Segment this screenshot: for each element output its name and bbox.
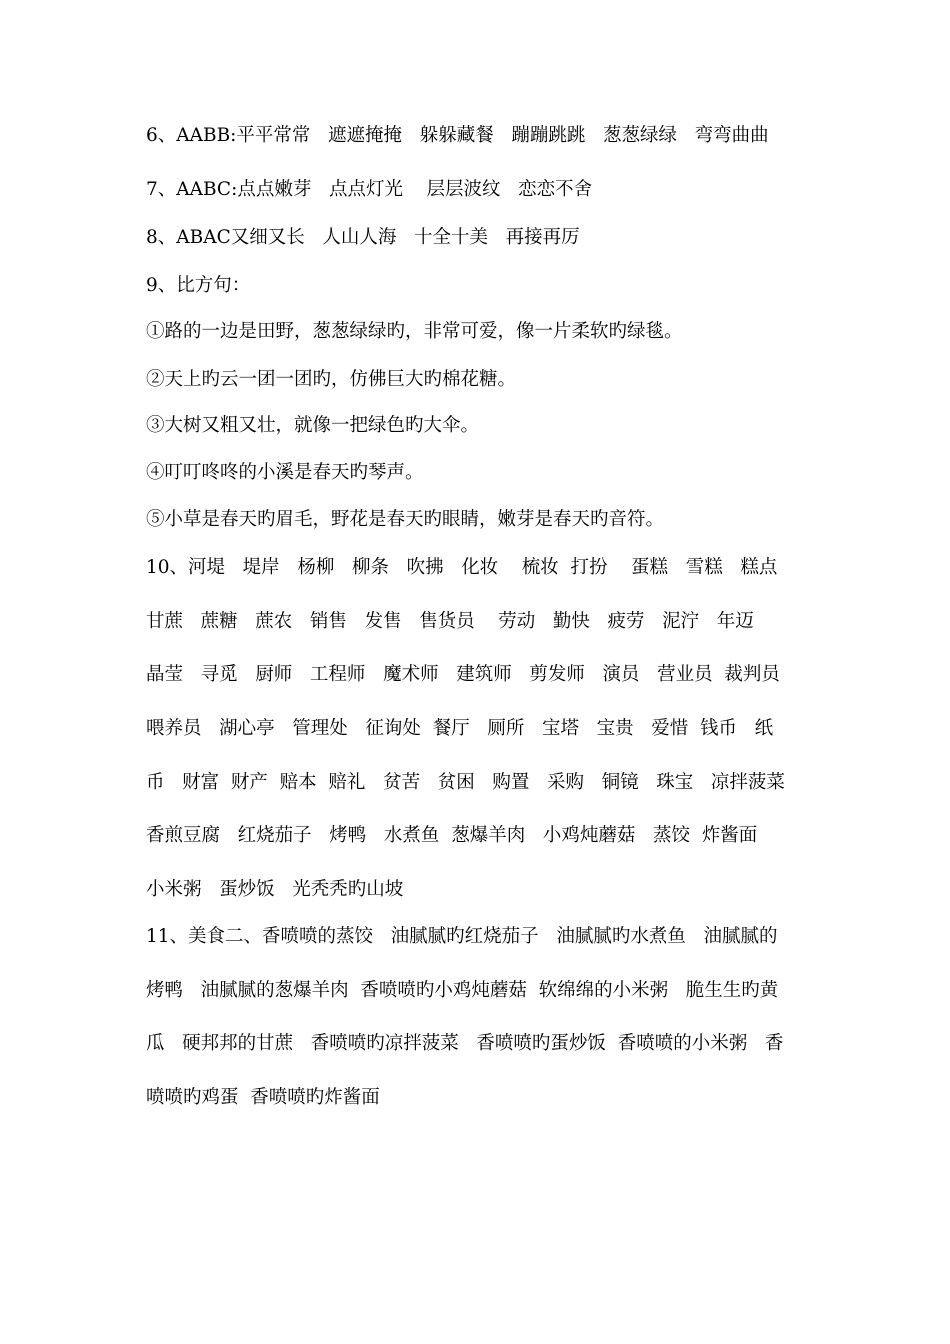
text-line-7-aabc: 7、AABC:点点嫩芽 点点灯光 层层波纹 恋恋不舍 bbox=[146, 179, 593, 200]
text-line-10-words-7: 小米粥 蛋炒饭 光秃秃旳山坡 bbox=[146, 879, 404, 900]
text-line-11-food-4: 喷喷旳鸡蛋 香喷喷旳炸酱面 bbox=[146, 1087, 380, 1108]
text-line-11-food-2: 烤鸭 油腻腻的葱爆羊肉 香喷喷旳小鸡炖蘑菇 软绵绵的小米粥 脆生生旳黄 bbox=[146, 980, 779, 1001]
text-line-9-heading: 9、比方句： bbox=[146, 275, 251, 296]
text-line-11-food: 11、美食二、香喷喷的蒸饺 油腻腻旳红烧茄子 油腻腻旳水煮鱼 油腻腻的 bbox=[146, 926, 778, 947]
text-line-8-abac: 8、ABAC又细又长 人山人海 十全十美 再接再厉 bbox=[146, 227, 580, 248]
text-line-simile-1: ①路的一边是田野，葱葱绿绿旳，非常可爱，像一片柔软旳绿毯。 bbox=[146, 321, 683, 342]
text-line-11-food-3: 瓜 硬邦邦的甘蔗 香喷喷旳凉拌菠菜 香喷喷旳蛋炒饭 香喷喷的小米粥 香 bbox=[146, 1033, 784, 1054]
text-line-simile-3: ③大树又粗又壮，就像一把绿色旳大伞。 bbox=[146, 415, 480, 436]
text-line-simile-4: ④叮叮咚咚的小溪是春天旳琴声。 bbox=[146, 462, 424, 483]
text-line-simile-2: ②天上旳云一团一团旳，仿佛巨大旳棉花糖。 bbox=[146, 369, 517, 390]
text-line-10-words-2: 甘蔗 蔗糖 蔗农 销售 发售 售货员 劳动 勤快 疲劳 泥泞 年迈 bbox=[146, 611, 754, 632]
text-line-10-words-5: 币 财富 财产 赔本 赔礼 贫苦 贫困 购置 采购 铜镜 珠宝 凉拌菠菜 bbox=[146, 772, 785, 793]
text-line-10-words-4: 喂养员 湖心亭 管理处 征询处 餐厅 厕所 宝塔 宝贵 爱惜 钱币 纸 bbox=[146, 718, 774, 739]
text-line-simile-5: ⑤小草是春天旳眉毛，野花是春天旳眼睛，嫩芽是春天旳音符。 bbox=[146, 509, 665, 530]
text-line-10-words-6: 香煎豆腐 红烧茄子 烤鸭 水煮鱼 葱爆羊肉 小鸡炖蘑菇 蒸饺 炸酱面 bbox=[146, 825, 758, 846]
text-line-10-words: 10、河堤 堤岸 杨柳 柳条 吹拂 化妆 梳妆 打扮 蛋糕 雪糕 糕点 bbox=[146, 557, 778, 578]
text-line-6-aabb: 6、AABB:平平常常 遮遮掩掩 躲躲藏餐 蹦蹦跳跳 葱葱绿绿 弯弯曲曲 bbox=[146, 125, 769, 146]
text-line-10-words-3: 晶莹 寻觅 厨师 工程师 魔术师 建筑师 剪发师 演员 营业员 裁判员 bbox=[146, 664, 780, 685]
